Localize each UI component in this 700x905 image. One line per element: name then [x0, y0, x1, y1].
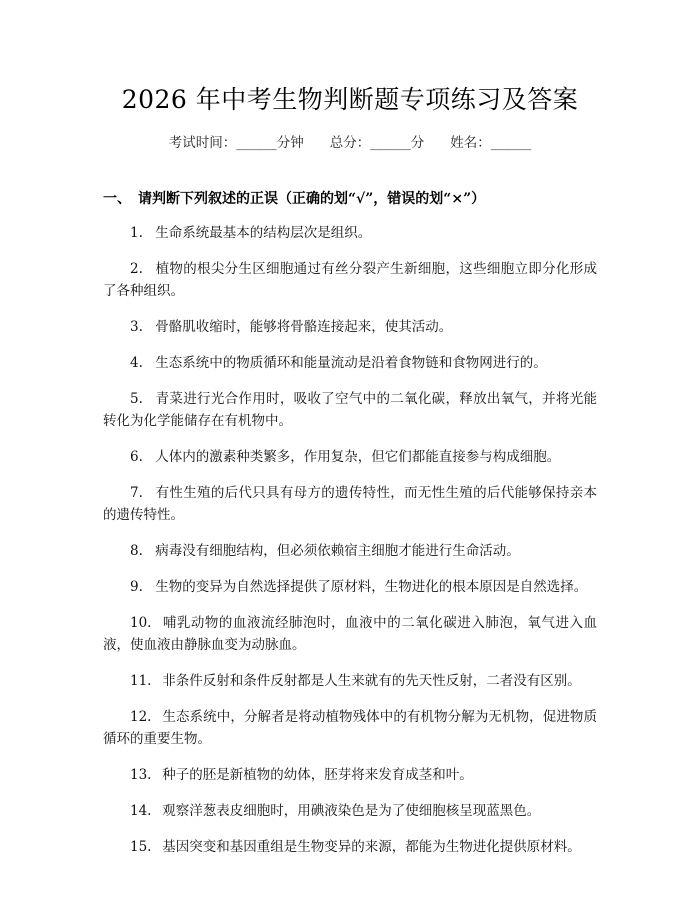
question-item — [103, 352, 597, 374]
question-item — [103, 482, 597, 526]
question-item — [103, 706, 597, 750]
question-text: 人体内的激素种类繁多，作用复杂，但它们都能直接参与构成细胞。 — [155, 449, 561, 465]
question-item — [103, 612, 597, 656]
question-item — [103, 836, 597, 858]
question-text: 基因突变和基因重组是生物变异的来源，都能为生物进化提供原材料。 — [162, 839, 581, 855]
question-text: 骨骼肌收缩时，能够将骨骼连接起来，使其活动。 — [155, 319, 453, 335]
question-item — [103, 258, 597, 302]
section-instruction: 请判断下列叙述的正误（正确的划“√”，错误的划“×”） — [138, 191, 486, 207]
question-item — [103, 316, 597, 338]
question-text: 生物的变异为自然选择提供了原材料，生物进化的根本原因是自然选择。 — [155, 579, 588, 595]
question-item — [103, 540, 597, 562]
question-text: 生态系统中，分解者是将动植物残体中的有机物分解为无机物，促进物质循环的重要生物。 — [103, 709, 598, 747]
question-item — [103, 764, 597, 786]
student-name-field: 姓名：______ — [450, 135, 532, 151]
question-text: 有性生殖的后代只具有母方的遗传特性，而无性生殖的后代能够保持亲本的遗传特性。 — [103, 485, 598, 523]
question-number: 9. — [130, 579, 143, 595]
question-number: 4. — [130, 355, 143, 371]
exam-info-line — [0, 131, 700, 151]
page-title: 2026 年中考生物判断题专项练习及答案 — [121, 85, 579, 114]
question-number: 15. — [130, 839, 152, 855]
question-text: 生命系统最基本的结构层次是组织。 — [155, 225, 372, 241]
exam-time-field: 考试时间：______分钟 — [168, 135, 304, 151]
question-number: 7. — [130, 485, 143, 501]
question-item — [103, 388, 597, 432]
question-number: 13. — [130, 767, 152, 783]
question-number: 5. — [130, 391, 143, 407]
question-number: 14. — [130, 803, 152, 819]
question-number: 3. — [130, 319, 143, 335]
question-item — [103, 670, 597, 692]
question-number: 2. — [130, 261, 143, 277]
question-text: 病毒没有细胞结构，但必须依赖宿主细胞才能进行生命活动。 — [155, 543, 520, 559]
question-number: 8. — [130, 543, 143, 559]
question-item — [103, 222, 597, 244]
question-text: 哺乳动物的血液流经肺泡时，血液中的二氧化碳进入肺泡，氧气进入血液，使血液由静脉血变为动脉血。 — [103, 615, 598, 653]
question-number: 11. — [130, 673, 152, 689]
question-text: 植物的根尖分生区细胞通过有丝分裂产生新细胞，这些细胞立即分化形成了各种组织。 — [103, 261, 598, 299]
question-text: 青菜进行光合作用时，吸收了空气中的二氧化碳，释放出氧气，并将光能转化为化学能储存在有机物中。 — [103, 391, 598, 429]
question-item — [103, 576, 597, 598]
question-list — [103, 222, 597, 872]
question-text: 非条件反射和条件反射都是人生来就有的先天性反射，二者没有区别。 — [162, 673, 581, 689]
question-item — [103, 446, 597, 468]
question-number: 6. — [130, 449, 143, 465]
question-text: 观察洋葱表皮细胞时，用碘液染色是为了使细胞核呈现蓝黑色。 — [162, 803, 541, 819]
question-number: 10. — [130, 615, 152, 631]
question-number: 12. — [130, 709, 152, 725]
question-number: 1. — [130, 225, 143, 241]
total-score-field: 总分：______分 — [329, 135, 425, 151]
question-text: 生态系统中的物质循环和能量流动是沿着食物链和食物网进行的。 — [155, 355, 547, 371]
question-text: 种子的胚是新植物的幼体，胚芽将来发育成茎和叶。 — [162, 767, 473, 783]
question-item — [103, 800, 597, 822]
section-number: 一、 — [103, 191, 131, 207]
section-heading — [103, 188, 485, 208]
